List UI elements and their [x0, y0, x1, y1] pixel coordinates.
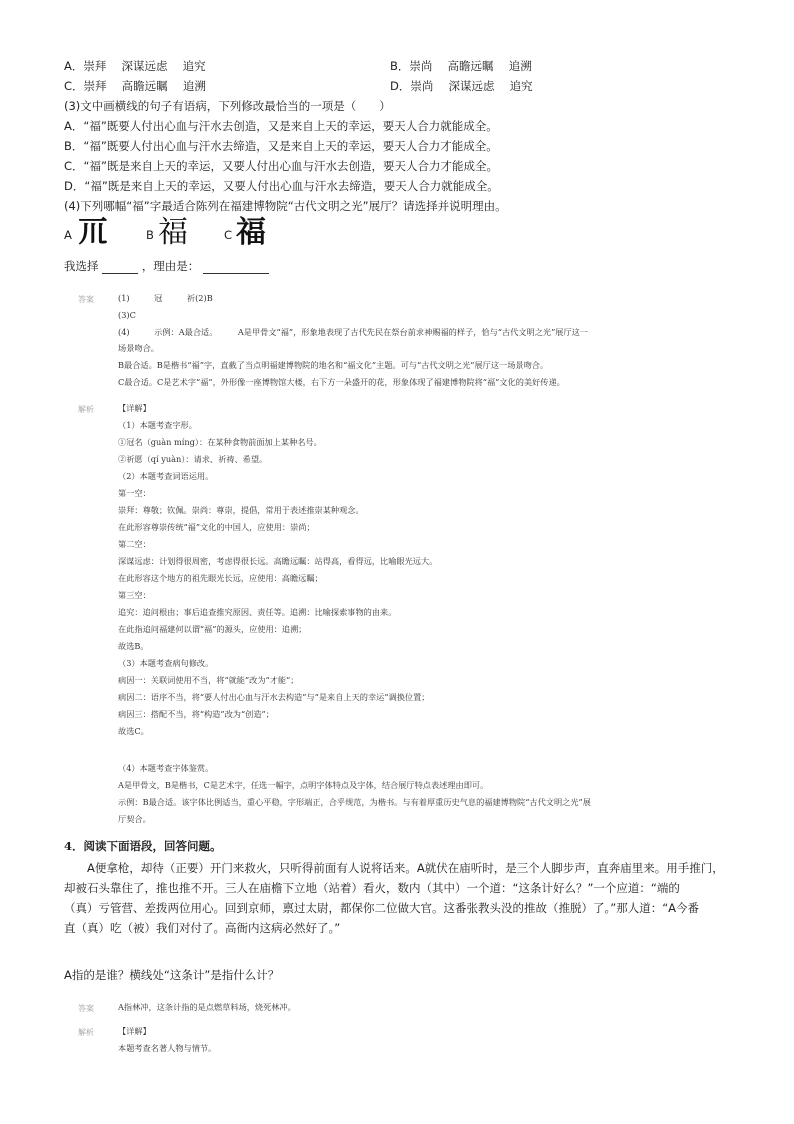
analysis1-line: 故选C。	[118, 726, 149, 736]
artistic-fu-image: 福	[236, 215, 266, 250]
q2-option-d: D．崇尚 深谋远虑 追究	[390, 79, 533, 93]
analysis1-line: 第二空：	[118, 539, 151, 549]
analysis1-line: 深谋远虑：计划得很周密，考虑得很长远。高瞻远瞩：站得高，看得远，比喻眼光远大。	[118, 556, 438, 566]
analysis1-line: 在此形容这个地方的祖先眼光长远，应使用：高瞻远瞩；	[118, 573, 323, 583]
answer1-line-5: B最合适。B是楷书“福”字，直截了当点明福建博物院的地名和“福文化”主题。可与“古代文明之光”展厅这一场景吻合。	[118, 360, 549, 370]
regular-script-fu-image: 福	[158, 215, 188, 250]
analysis1-line: 在此形容尊崇传统“福”文化的中国人，应使用：崇尚；	[118, 522, 315, 532]
q3-option-c: C．“福”既是来自上天的幸运，又要人付出心血与汗水去创造，要天人合力才能成全。	[64, 159, 498, 173]
analysis1-line: （4）本题考查字体鉴赏。	[118, 763, 214, 773]
answer-tag: 答案	[78, 295, 94, 304]
answer1-line-3: (4) 示例：A最合适。 A是甲骨文“福”，形象地表现了古代先民在祭台前求神赐福的样子，恰与“古代文明之光”展厅这一	[118, 327, 589, 337]
answer1-line-1: (1) 冠 祈(2)B	[118, 293, 213, 303]
question-4-title: 4．阅读下面语段，回答问题。	[64, 839, 222, 853]
analysis1-line: （2）本题考查词语运用。	[118, 471, 214, 481]
analysis1-line: 故选B。	[118, 641, 149, 651]
passage-line: 直（真）吃（被）我们对付了。高衙内这病必然好了。”	[64, 921, 341, 935]
analysis1-line: 病因三：搭配不当，将“构造”改为“创造”；	[118, 709, 274, 719]
passage-line: A便拿枪，却待（正要）开门来救火，只听得前面有人说将话来。A就伏在庙听时，是三个人脚步声，直奔庙里来。用手推门，	[64, 861, 724, 875]
analysis-tag: 解析	[78, 1028, 94, 1037]
glyph-choice-b-label: B	[146, 228, 154, 242]
analysis1-line: 病因一：关联词使用不当，将“就能”改为“才能”；	[118, 675, 299, 685]
question-4-ask: A指的是谁？横线处“这条计”是指什么计？	[64, 968, 280, 982]
analysis1-line: 第一空：	[118, 488, 151, 498]
q2-option-b: B．崇尚 高瞻远瞩 追溯	[390, 59, 532, 73]
choice-reason-line	[64, 258, 269, 274]
answer-tag: 答案	[78, 1004, 94, 1013]
q3-option-a: A．“福”既要人付出心血与汗水去创造，又是来自上天的幸运，要天人合力就能成全。	[64, 119, 498, 133]
analysis-tag: 解析	[78, 405, 94, 414]
q2-option-a: A．崇拜 深谋远虑 追究	[64, 59, 206, 73]
answer1-line-4: 场景吻合。	[118, 343, 159, 353]
passage-line: （真）亏管营、差拨两位用心。回到京师，禀过太尉，都保你二位做大官。这番张教头没的推故（推脱）了。”那人道：“A今番	[64, 901, 700, 915]
answer2-line: A指林冲，这条计指的是点燃草料场，烧死林冲。	[118, 1002, 296, 1012]
reason-prefix: ，理由是：	[141, 259, 200, 273]
glyph-choice-c-label: C	[224, 228, 233, 242]
analysis1-line: 崇拜：尊敬；钦佩。崇尚：尊崇，提倡，常用于表述推崇某种观念。	[118, 505, 364, 515]
question-4-passage	[64, 858, 734, 938]
q3-stem: (3)文中画横线的句子有语病，下列修改最恰当的一项是（ ）	[64, 99, 391, 113]
analysis1-line: （1）本题考查字形。	[118, 420, 197, 430]
q3-option-b: B．“福”既要人付出心血与汗水去缔造，又是来自上天的幸运，要天人合力才能成全。	[64, 139, 498, 153]
analysis1-line: 示例：B最合适。该字体比例适当，重心平稳，字形端正，合乎规范，为楷书。与有着厚重历史气息的福建博物院“古代文明之光”展	[118, 797, 591, 807]
analysis1-line: ①冠名（guàn míng）：在某种食物前面加上某种名号。	[118, 437, 322, 447]
analysis1-line: A是甲骨文，B是楷书，C是艺术字，任选一幅字，点明字体特点及字体，结合展厅特点表述理由即可。	[118, 780, 489, 790]
analysis2-line-1: 【详解】	[118, 1026, 151, 1036]
passage-line: 却被石头靠住了，推也推不开。三人在庙檐下立地（站着）看火，数内（其中）一个道：“这条计好么？”一个应道：“端的	[64, 881, 680, 895]
analysis1-line: 在此指追问福建何以谓“福”的源头，应使用：追溯；	[118, 624, 307, 634]
reason-blank[interactable]	[203, 261, 269, 274]
q4-sub-stem: (4)下列哪幅“福”字最适合陈列在福建博物院“古代文明之光”展厅？请选择并说明理由。	[64, 199, 507, 213]
analysis1-line: 【详解】	[118, 403, 151, 413]
oracle-bone-fu-image: 𥘅	[78, 215, 108, 250]
analysis2-line-2: 本题考查名著人物与情节。	[118, 1043, 217, 1053]
analysis1-line: 第三空：	[118, 590, 151, 600]
fu-glyph-choices	[64, 216, 324, 252]
q2-option-c: C．崇拜 高瞻远瞩 追溯	[64, 79, 206, 93]
analysis1-line: （3）本题考查病句修改。	[118, 658, 214, 668]
choose-prefix: 我选择	[64, 259, 99, 273]
glyph-choice-a-label: A	[64, 228, 72, 242]
analysis1-line: 追究：追问根由；事后追查推究原因、责任等。追溯：比喻探索事物的由来。	[118, 607, 397, 617]
choice-blank[interactable]	[102, 261, 138, 274]
answer1-line-2: (3)C	[118, 310, 136, 320]
q3-option-d: D．“福”既是来自上天的幸运，又要人付出心血与汗水去缔造，要天人合力就能成全。	[64, 179, 499, 193]
analysis1-line: ②祈愿（qí yuàn）：请求、祈祷、希望。	[118, 454, 268, 464]
analysis1-line: 病因二：语序不当，将“要人付出心血与汗水去构造”与“是来自上天的幸运”调换位置；	[118, 692, 430, 702]
answer1-line-6: C最合适。C是艺术字“福”，外形像一座博物馆大楼，右下方一朵盛开的花，形象体现了福建博物院将“福”文化的美好传递。	[118, 377, 565, 387]
analysis1-line: 厅契合。	[118, 814, 151, 824]
